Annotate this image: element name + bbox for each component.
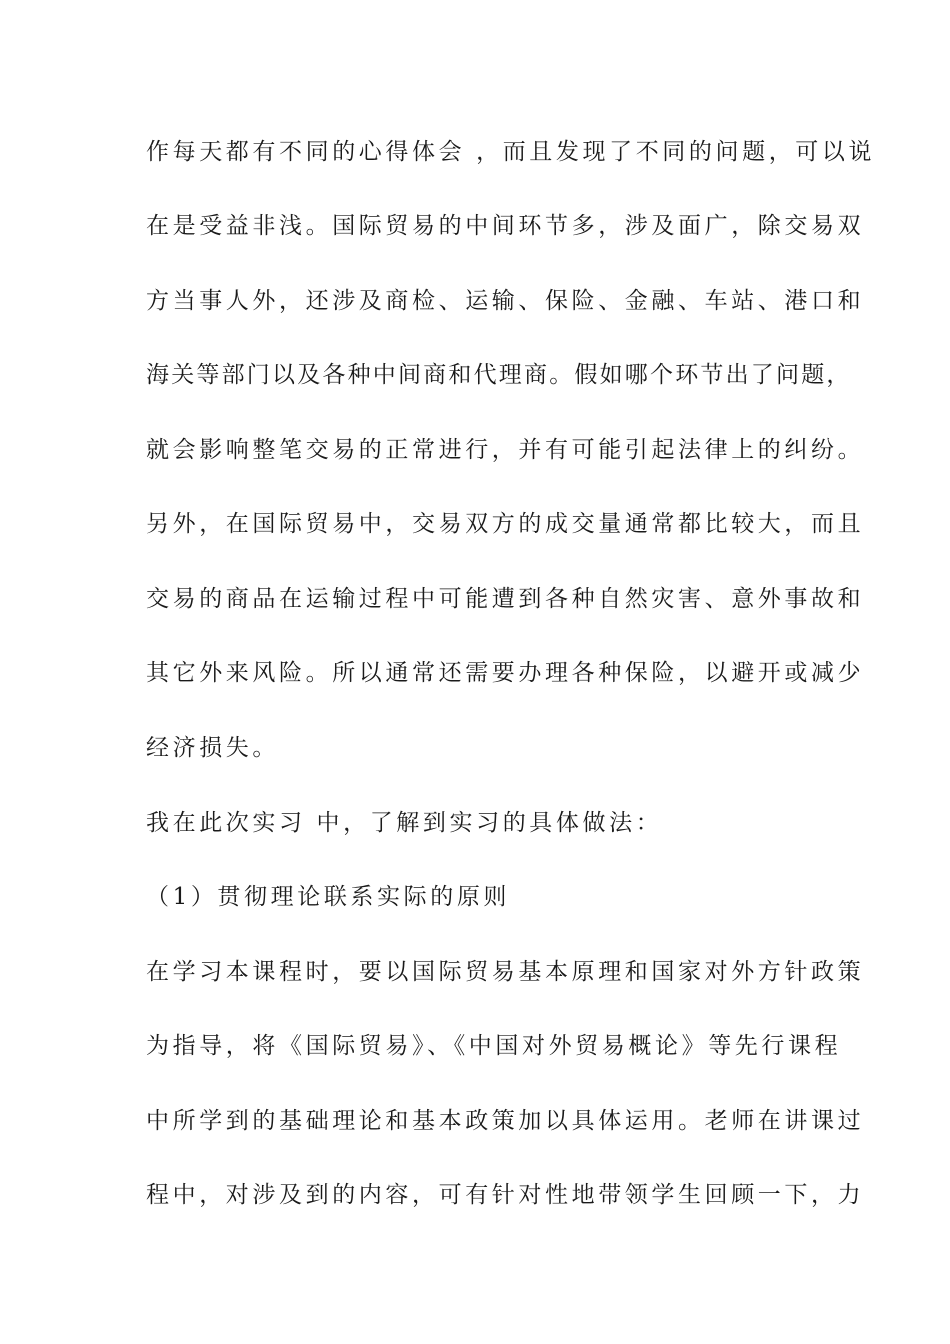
paragraph-line-6: 另外，在国际贸易中，交易双方的成交量通常都比较大，而且 <box>146 511 865 537</box>
paragraph-line-8: 其它外来风险。所以通常还需要办理各种保险，以避开或减少 <box>146 660 865 686</box>
paragraph-line-15: 程中，对涉及到的内容，可有针对性地带领学生回顾一下，力 <box>146 1182 865 1208</box>
paragraph-line-5: 就会影响整笔交易的正常进行，并有可能引起法律上的纠纷。 <box>146 437 865 463</box>
paragraph-line-10: 我在此次实习 中，了解到实习的具体做法： <box>146 810 663 836</box>
paragraph-line-7: 交易的商品在运输过程中可能遭到各种自然灾害、意外事故和 <box>146 586 865 612</box>
paragraph-line-2: 在是受益非浅。国际贸易的中间环节多，涉及面广，除交易双 <box>146 213 865 239</box>
paragraph-line-1: 作每天都有不同的心得体会 ，而且发现了不同的问题，可以说 <box>146 139 876 165</box>
section-heading: （1）贯彻理论联系实际的原则 <box>146 884 511 910</box>
paragraph-line-14: 中所学到的基础理论和基本政策加以具体运用。老师在讲课过 <box>146 1108 865 1134</box>
paragraph-line-13: 为指导，将《国际贸易》、《中国对外贸易概论》等先行课程 <box>146 1033 842 1059</box>
paragraph-line-12: 在学习本课程时，要以国际贸易基本原理和国家对外方针政策 <box>146 959 865 985</box>
paragraph-line-3: 方当事人外，还涉及商检、运输、保险、金融、车站、港口和 <box>146 288 865 314</box>
paragraph-line-9: 经济损失。 <box>146 735 279 761</box>
paragraph-line-4: 海关等部门以及各种中间商和代理商。假如哪个环节出了问题， <box>146 362 852 388</box>
